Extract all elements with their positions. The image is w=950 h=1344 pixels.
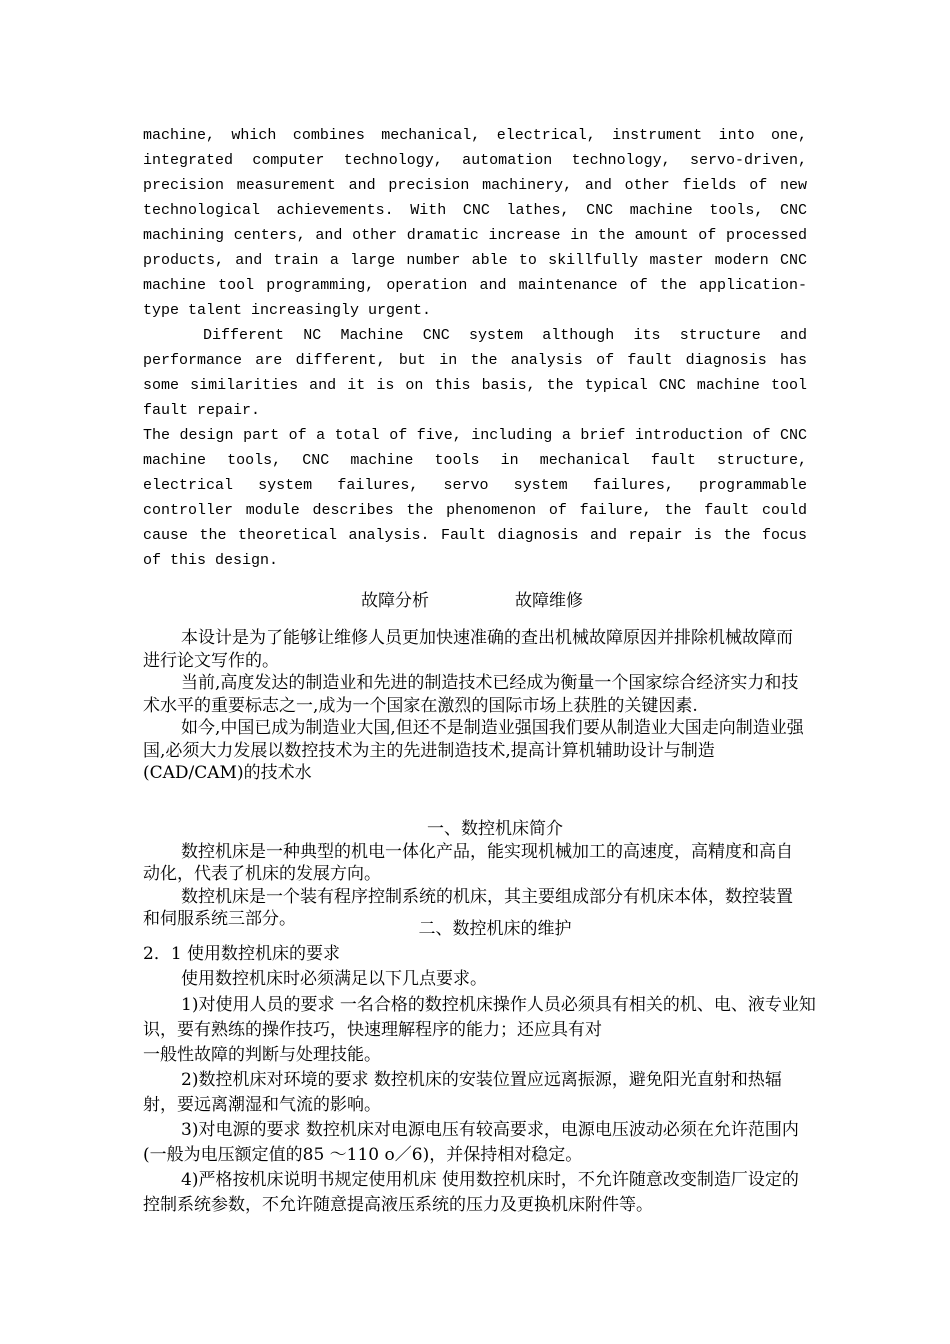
section-2-head — [143, 917, 809, 992]
english-paragraph-2: Different NC Machine CNC system although its structure and performance are different, but in the analysis of fault diagnosis has some similarities and it is on this basis, the typical CNC machine tool fault repair. — [143, 327, 807, 419]
section-1-paragraph-1: 数控机床是一种典型的机电一体化产品，能实现机械加工的高速度，高精度和高自动化，代表了机床的发展方向。 — [143, 841, 793, 884]
section-1 — [143, 818, 809, 931]
requirement-2: 2)数控机床对环境的要求 数控机床的安装位置应远离振源，避免阳光直射和热辐射，要远离潮湿和气流的影响。 — [143, 1070, 782, 1115]
requirement-3: 3)对电源的要求 数控机床对电源电压有较高要求，电源电压波动必须在允许范围内(一般为电压额定值的85 ～110 ο／6)，并保持相对稳定。 — [143, 1120, 799, 1165]
english-paragraph-1: machine, which combines mechanical, electrical, instrument into one, integrated computer technology, automation technology, servo-driven, precision measurement and precision machinery, and other fields of new technological achievements. With CNC lathes, CNC machine tools, CNC machining centers, and other dramatic increase in the amount of processed products, and train a large number able to skillfully master modern CNC machine tool programming, operation and maintenance of the application-type talent increasingly urgent. — [143, 127, 807, 319]
requirement-1-part-a: 1)对使用人员的要求 一名合格的数控机床操作人员必须具有相关的机、电、液专业知识，要有熟练的操作技巧，快速理解程序的能力；还应具有对 — [143, 995, 816, 1040]
section-1-title: 一、数控机床简介 — [427, 819, 563, 839]
chinese-paragraph-3: 如今,中国已成为制造业大国,但还不是制造业强国我们要从制造业大国走向制造业强国,必须大力发展以数控技术为主的先进制造技术,提高计算机辅助设计与制造(CAD/CAM)的技术水 — [143, 718, 804, 783]
section-2-intro: 使用数控机床时必须满足以下几点要求。 — [181, 969, 487, 989]
keyword-fault-repair: 故障维修 — [515, 591, 583, 611]
english-abstract — [143, 123, 807, 573]
chinese-paragraph-2: 当前,高度发达的制造业和先进的制造技术已经成为衡量一个国家综合经济实力和技术水平的重要标志之一,成为一个国家在激烈的国际市场上获胜的关键因素. — [143, 673, 799, 716]
section-2-subtitle: 2．1 使用数控机床的要求 — [143, 944, 341, 964]
keyword-fault-analysis: 故障分析 — [361, 591, 429, 611]
english-paragraph-3: The design part of a total of five, including a brief introduction of CNC machine tools, CNC machine tools in mechanical fault structure, electrical system failures, servo system failures, programmable controller module describes the phenomenon of failure, the fault could cause the theoretical analysis. Fault diagnosis and repair is the focus of this design. — [143, 427, 807, 569]
section-1-paragraph-2: 数控机床是一个装有程序控制系统的机床，其主要组成部分有机床本体，数控装置和伺服系统三部分。 — [143, 886, 793, 929]
section-2-items — [143, 993, 819, 1218]
section-2-title: 二、数控机床的维护 — [418, 919, 572, 939]
requirement-1-part-b: 一般性故障的判断与处理技能。 — [143, 1045, 381, 1065]
chinese-paragraph-1: 本设计是为了能够让维修人员更加快速准确的查出机械故障原因并排除机械故障而进行论文写作的。 — [143, 628, 793, 671]
chinese-abstract — [143, 627, 809, 785]
requirement-4: 4)严格按机床说明书规定使用机床 使用数控机床时，不允许随意改变制造厂设定的控制系统参数，不允许随意提高液压系统的压力及更换机床附件等。 — [143, 1170, 799, 1215]
